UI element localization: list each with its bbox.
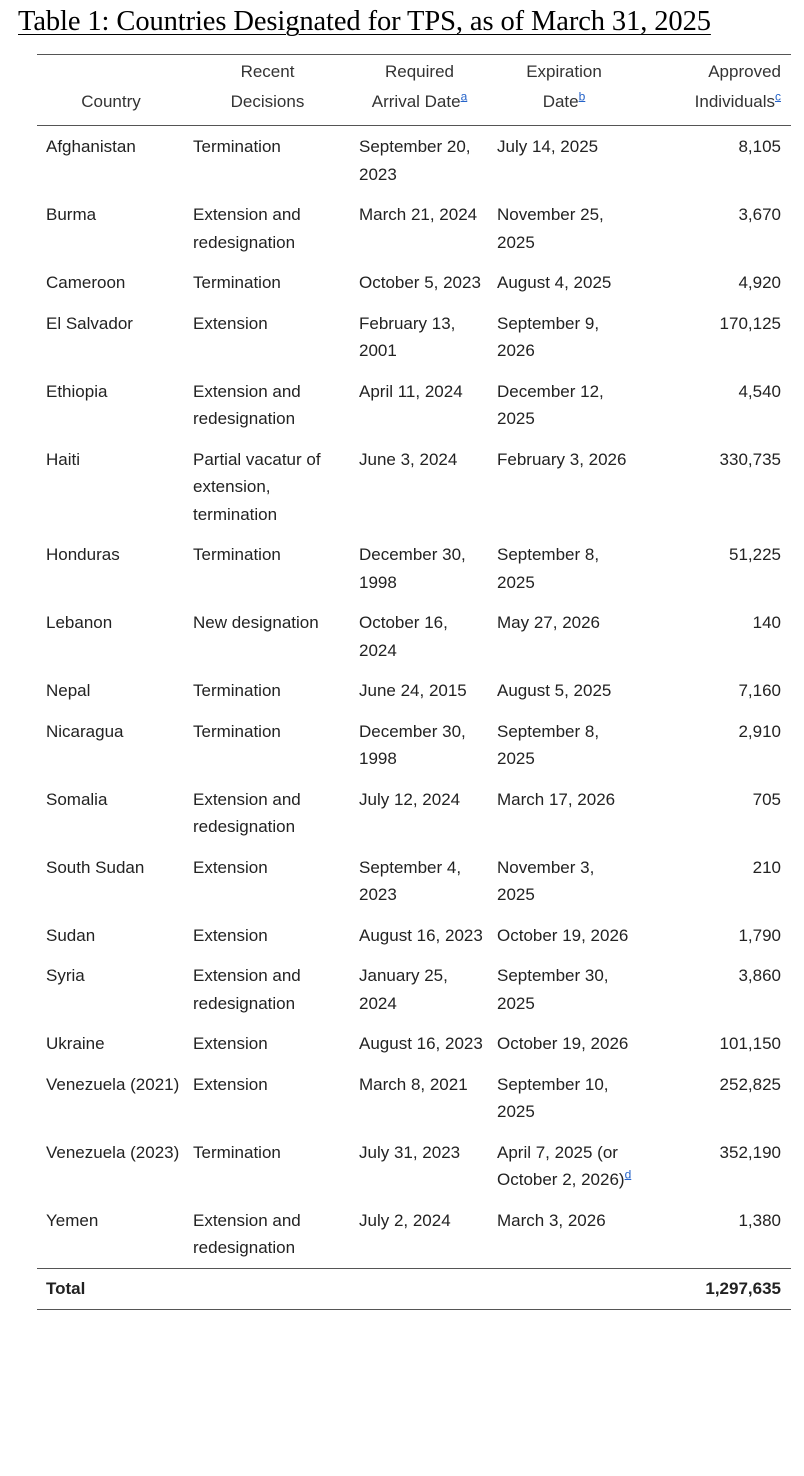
cell-approved-individuals: 140 xyxy=(752,613,781,632)
cell-recent-decision: Termination xyxy=(193,721,281,741)
table-row xyxy=(37,1200,791,1269)
table-row xyxy=(37,670,791,711)
cell-recent-decision: Extension and redesignation xyxy=(193,1210,301,1257)
cell-recent-decision: Extension and redesignation xyxy=(193,789,301,836)
cell-recent-decision: Termination xyxy=(193,137,281,156)
table-row xyxy=(37,1023,791,1064)
cell-expiration-date: March 3, 2026 xyxy=(497,1210,606,1230)
cell-expiration-date: February 3, 2026 xyxy=(497,449,627,469)
cell-expiration-date: November 3, 2025 xyxy=(497,857,595,904)
cell-approved-individuals: 252,825 xyxy=(719,1074,781,1094)
cell-expiration-date: August 4, 2025 xyxy=(497,273,612,292)
table-footer xyxy=(37,1268,791,1309)
cell-approved-individuals: 705 xyxy=(752,789,781,809)
cell-country: El Salvador xyxy=(46,313,133,333)
cell-required-arrival-date: September 4, 2023 xyxy=(359,857,462,904)
footnote-link-d[interactable]: d xyxy=(624,1167,632,1182)
cell-expiration-date: September 8, 2025 xyxy=(497,545,600,592)
cell-country: Somalia xyxy=(46,789,108,809)
cell-approved-individuals: 1,790 xyxy=(738,925,781,945)
cell-country: Haiti xyxy=(46,449,81,469)
cell-approved-individuals: 4,920 xyxy=(738,273,781,292)
cell-required-arrival-date: December 30, 1998 xyxy=(359,545,466,592)
cell-expiration-date: April 7, 2025 (or October 2, 2026)$^d$ xyxy=(497,1142,632,1189)
total-value: 1,297,635 xyxy=(705,1278,781,1298)
cell-approved-individuals: 3,670 xyxy=(738,205,781,224)
cell-expiration-date: October 19, 2026 xyxy=(497,1034,629,1053)
table-row xyxy=(37,1132,791,1200)
header-required-arrival-date: Required Arrival Date$^a$ xyxy=(371,62,468,111)
cell-expiration-date: March 17, 2026 xyxy=(497,789,616,809)
table-row xyxy=(37,303,791,371)
table-row xyxy=(37,847,791,915)
cell-recent-decision: Extension xyxy=(193,857,268,877)
cell-country: Venezuela (2021) xyxy=(46,1074,180,1094)
cell-expiration-date: September 30, 2025 xyxy=(497,966,609,1013)
cell-required-arrival-date: August 16, 2023 xyxy=(359,1034,483,1053)
cell-required-arrival-date: October 5, 2023 xyxy=(359,273,481,292)
table-row xyxy=(37,602,791,670)
cell-expiration-date: September 9, 2026 xyxy=(497,313,600,360)
cell-recent-decision: Extension and redesignation xyxy=(193,381,301,428)
table-row xyxy=(37,126,791,195)
cell-expiration-date: October 19, 2026 xyxy=(497,925,629,945)
cell-approved-individuals: 352,190 xyxy=(719,1142,781,1162)
cell-country: Sudan xyxy=(46,925,96,945)
cell-expiration-date: September 8, 2025 xyxy=(497,721,600,768)
cell-country: Ethiopia xyxy=(46,381,108,401)
cell-required-arrival-date: July 12, 2024 xyxy=(359,789,461,809)
table-row xyxy=(37,779,791,847)
total-row xyxy=(37,1268,791,1309)
table-row xyxy=(37,955,791,1023)
cell-recent-decision: Extension and redesignation xyxy=(193,966,301,1013)
cell-approved-individuals: 1,380 xyxy=(738,1210,781,1230)
cell-approved-individuals: 4,540 xyxy=(738,381,781,401)
cell-approved-individuals: 330,735 xyxy=(719,449,781,469)
cell-approved-individuals: 101,150 xyxy=(719,1034,781,1053)
table-row xyxy=(37,915,791,956)
cell-approved-individuals: 170,125 xyxy=(719,313,781,333)
header-recent-decisions: Recent Decisions xyxy=(230,62,305,111)
cell-country: Honduras xyxy=(46,545,120,564)
table-row xyxy=(37,439,791,535)
header-country: Country xyxy=(81,92,141,111)
table-title: Table 1: Countries Designated for TPS, as of March 31, 2025 xyxy=(18,6,711,37)
cell-expiration-date: December 12, 2025 xyxy=(497,381,604,428)
cell-country: Burma xyxy=(46,205,97,224)
cell-recent-decision: Termination xyxy=(193,681,281,700)
table-header xyxy=(37,55,791,126)
table-row xyxy=(37,1064,791,1132)
header-expiration-date: Expiration Date$^b$ xyxy=(526,62,602,111)
cell-country: Syria xyxy=(46,966,85,985)
cell-required-arrival-date: June 24, 2015 xyxy=(359,681,467,700)
cell-required-arrival-date: September 20, 2023 xyxy=(359,137,471,184)
cell-country: Nepal xyxy=(46,681,91,700)
cell-required-arrival-date: March 21, 2024 xyxy=(359,205,478,224)
cell-recent-decision: Termination xyxy=(193,1142,281,1162)
table-row xyxy=(37,534,791,602)
cell-required-arrival-date: December 30, 1998 xyxy=(359,721,466,768)
cell-approved-individuals: 2,910 xyxy=(738,721,781,741)
cell-approved-individuals: 8,105 xyxy=(738,137,781,156)
cell-recent-decision: Extension and redesignation xyxy=(193,205,301,252)
cell-required-arrival-date: July 31, 2023 xyxy=(359,1142,461,1162)
cell-recent-decision: Partial vacatur of extension, termination xyxy=(193,449,321,524)
cell-country: South Sudan xyxy=(46,857,145,877)
table-row xyxy=(37,371,791,439)
cell-recent-decision: Extension xyxy=(193,313,268,333)
cell-expiration-date: August 5, 2025 xyxy=(497,681,612,700)
footnote-link-a[interactable]: a xyxy=(460,89,468,104)
cell-country: Lebanon xyxy=(46,613,113,632)
cell-recent-decision: Extension xyxy=(193,1034,268,1053)
table-row xyxy=(37,194,791,262)
cell-country: Cameroon xyxy=(46,273,126,292)
cell-required-arrival-date: February 13, 2001 xyxy=(359,313,456,360)
cell-expiration-date: September 10, 2025 xyxy=(497,1074,609,1121)
cell-approved-individuals: 3,860 xyxy=(738,966,781,985)
footnote-link-c[interactable]: c xyxy=(775,89,781,104)
header-approved-individuals: Approved Individuals$^c$ xyxy=(694,62,781,111)
cell-required-arrival-date: January 25, 2024 xyxy=(359,966,448,1013)
cell-country: Ukraine xyxy=(46,1034,105,1053)
cell-recent-decision: Termination xyxy=(193,273,281,292)
cell-recent-decision: New designation xyxy=(193,613,319,632)
cell-required-arrival-date: April 11, 2024 xyxy=(359,381,463,401)
cell-recent-decision: Extension xyxy=(193,1074,268,1094)
table-row xyxy=(37,262,791,303)
table-row xyxy=(37,711,791,779)
cell-required-arrival-date: October 16, 2024 xyxy=(359,613,448,660)
cell-approved-individuals: 7,160 xyxy=(738,681,781,700)
cell-country: Nicaragua xyxy=(46,721,124,741)
cell-required-arrival-date: July 2, 2024 xyxy=(359,1210,451,1230)
cell-country: Venezuela (2023) xyxy=(46,1142,180,1162)
cell-recent-decision: Extension xyxy=(193,925,268,945)
cell-required-arrival-date: March 8, 2021 xyxy=(359,1074,468,1094)
cell-expiration-date: July 14, 2025 xyxy=(497,137,599,156)
table-body xyxy=(37,126,791,1269)
cell-approved-individuals: 210 xyxy=(752,857,781,877)
cell-recent-decision: Termination xyxy=(193,545,281,564)
cell-required-arrival-date: June 3, 2024 xyxy=(359,449,458,469)
cell-country: Yemen xyxy=(46,1210,99,1230)
tps-table xyxy=(37,54,791,1310)
cell-required-arrival-date: August 16, 2023 xyxy=(359,925,483,945)
cell-expiration-date: May 27, 2026 xyxy=(497,613,601,632)
cell-approved-individuals: 51,225 xyxy=(729,545,781,564)
cell-country: Afghanistan xyxy=(46,137,136,156)
total-label: Total xyxy=(46,1278,86,1298)
cell-expiration-date: November 25, 2025 xyxy=(497,205,604,252)
footnote-link-b[interactable]: b xyxy=(578,89,586,104)
